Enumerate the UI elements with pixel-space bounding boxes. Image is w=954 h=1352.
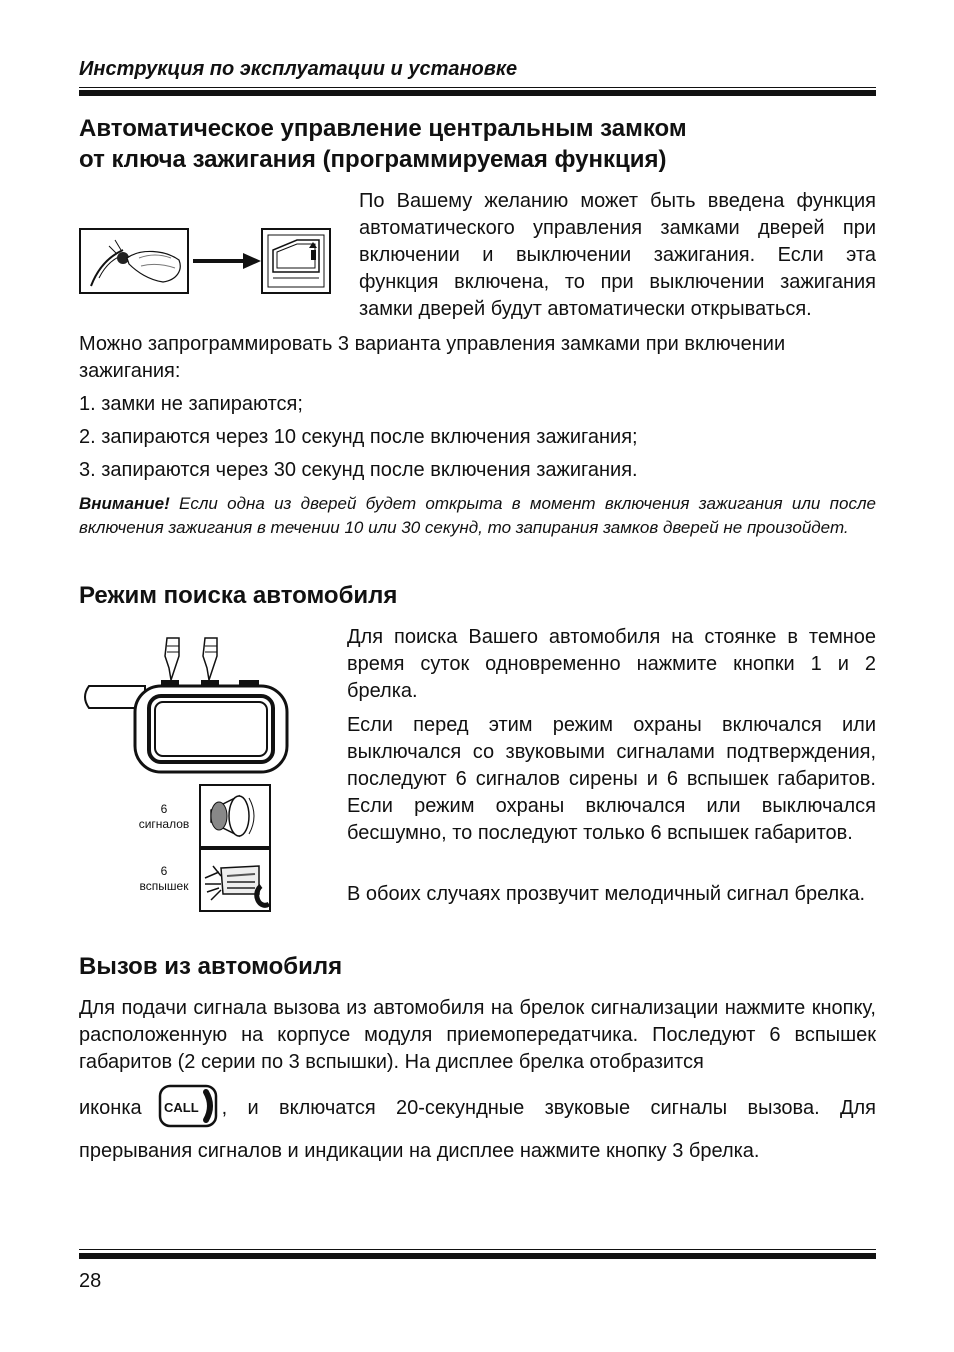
call-icon	[158, 1084, 220, 1128]
ignition-key-image	[80, 229, 188, 293]
footer-rule-thin	[79, 1249, 876, 1250]
footer-rule-thick	[79, 1253, 876, 1259]
fob-display	[149, 696, 273, 762]
arrow-right-icon	[193, 253, 261, 269]
list-item: 2. запираются через 10 секунд после включения зажигания;	[79, 426, 638, 448]
call-text-after-icon: , и включатся 20-секундные звуковые сигналы вызова. Для	[221, 1096, 876, 1119]
signals-label: 6 сигналов	[138, 802, 190, 831]
list-item: 3. запираются через 30 секунд после включения зажигания.	[79, 459, 638, 481]
list-item: 1. замки не запираются;	[79, 393, 303, 415]
headlight-flash-icon	[199, 848, 271, 912]
siren-icon	[199, 784, 271, 848]
autolock-variants-intro: Можно запрограммировать 3 варианта управления замками при включении зажигания:	[79, 333, 786, 382]
page-number: 28	[79, 1270, 102, 1292]
header-rule-thick	[79, 90, 876, 96]
section-title-car-search: Режим поиска автомобиля	[79, 582, 398, 609]
car-search-para-3: В обоих случаях прозвучит мелодичный сигнал брелка.	[347, 883, 866, 905]
header-rule-thin	[79, 87, 876, 88]
note-label: Внимание!	[79, 494, 170, 513]
running-header: Инструкция по эксплуатации и установке	[79, 58, 518, 80]
section-title-autolock: Автоматическое управление центральным замком от ключа зажигания (программируемая функция)	[79, 115, 687, 173]
car-door-image	[262, 229, 330, 293]
call-last-line: прерывания сигналов и индикации на дисплее нажмите кнопку 3 брелка.	[79, 1140, 760, 1162]
flashes-label: 6 вспышек	[139, 864, 189, 893]
pointing-hand-icon	[165, 638, 179, 680]
pointing-hand-icon	[203, 638, 217, 680]
car-search-para-1: Для поиска Вашего автомобиля на стоянке в темное время суток одновременно нажмите кнопки 1 и 2 брелка.	[347, 626, 876, 702]
section-title-call: Вызов из автомобиля	[79, 953, 343, 980]
car-search-para-2: Если перед этим режим охраны включался или выключался со звуковыми сигналами подтверждения, последуют 6 сигналов сирены и 6 вспышек габаритов. Если режим охраны включался или выключался бесшумно, то последуют только 6 вспышек габаритов.	[347, 714, 876, 844]
autolock-intro: По Вашему желанию может быть введена функция автоматического управления замками дверей при включении и выключении зажигания. Если эта функция включена, то при выключении зажигания замки дверей будут автоматически открываться.	[359, 190, 876, 320]
key-fob-illustration	[79, 630, 295, 775]
icon-word: иконка	[79, 1096, 142, 1119]
note-text: Если одна из дверей будет открыта в момент включения зажигания или после включения зажигания в течении 10 или 30 секунд, то запирания замков дверей не произойдет.	[79, 494, 876, 537]
attention-note	[79, 492, 876, 540]
call-icon-line	[79, 1086, 876, 1130]
call-para: Для подачи сигнала вызова из автомобиля на брелок сигнализации нажмите кнопку, расположенную на корпусе модуля приемопередатчика. Последуют 6 вспышек габаритов (2 серии по 3 вспышки). На дисплее брелка отобразится	[79, 997, 876, 1073]
ignition-to-door-illustration	[79, 228, 332, 296]
call-icon-text: CALL	[163, 1100, 199, 1115]
